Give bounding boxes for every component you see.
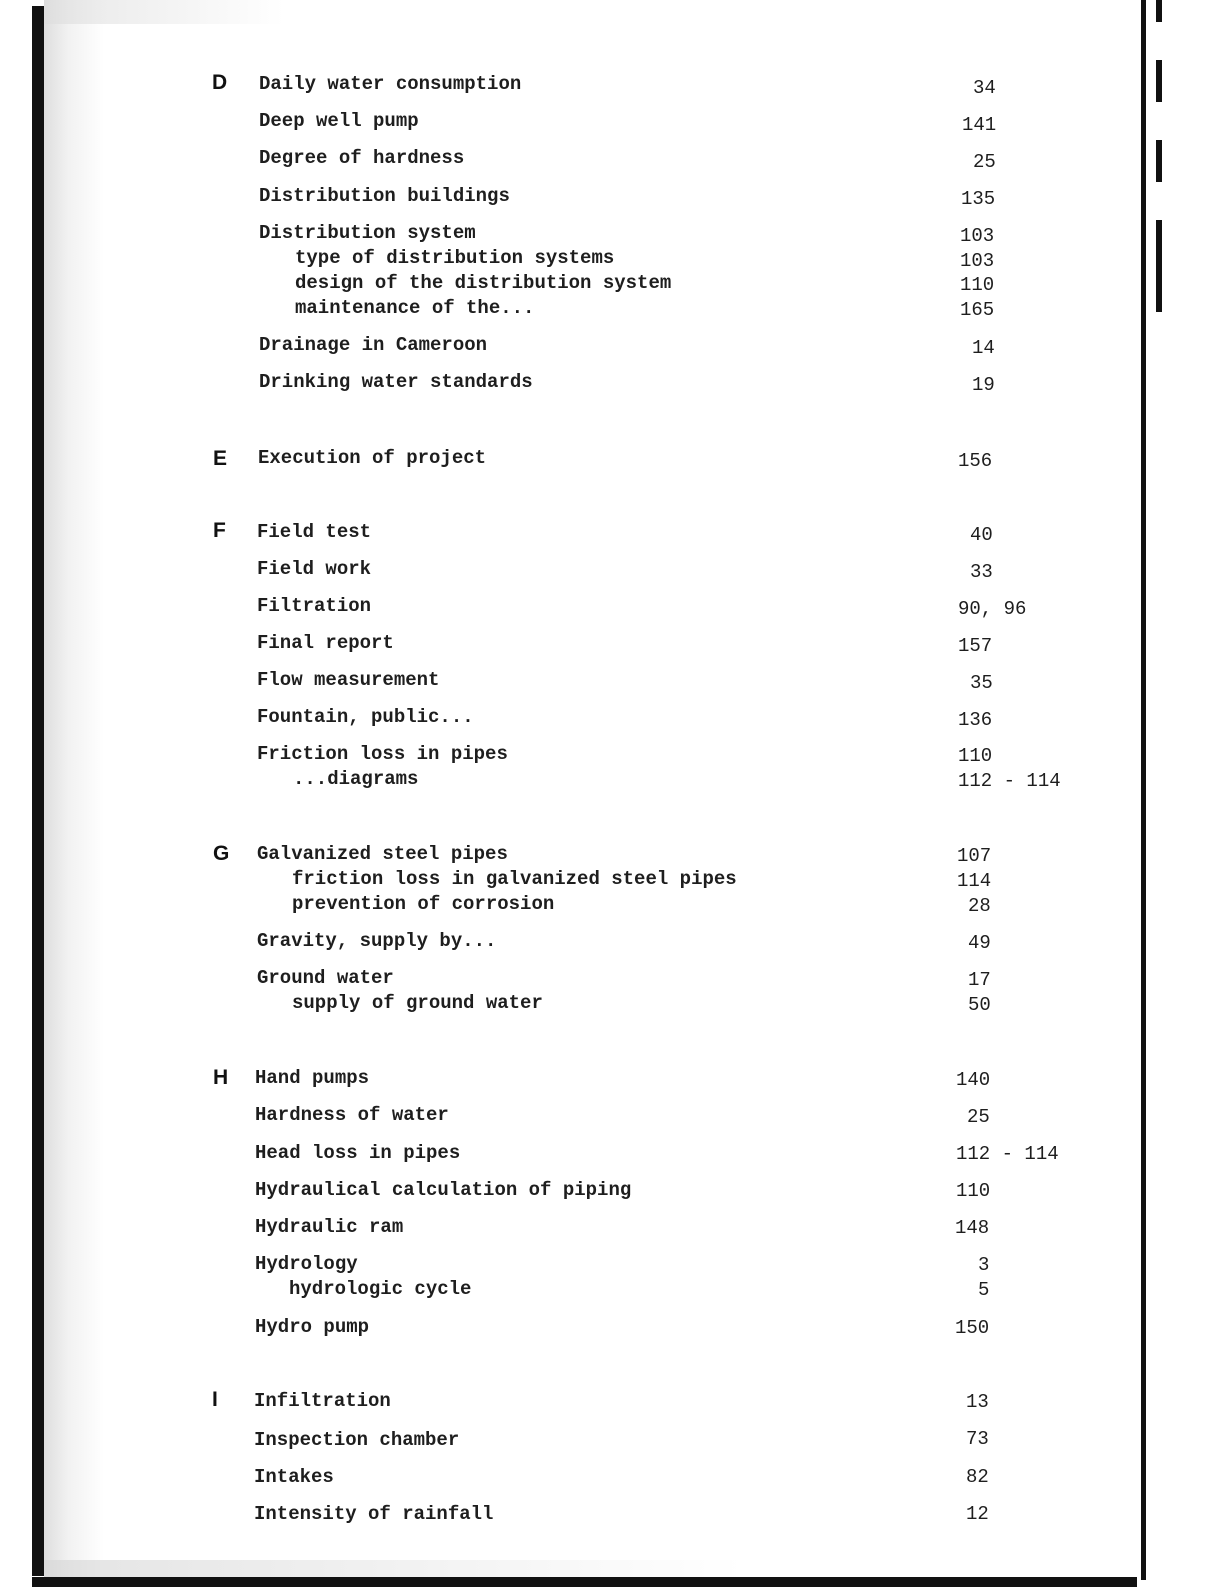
scan-mark-right [1156,220,1162,312]
scan-mark-right [1156,0,1162,22]
page-ref: 90, 96 [958,598,1027,620]
index-term: Degree of hardness [259,147,465,169]
scan-border-left [32,6,44,1576]
index-term: Hydraulical calculation of piping [255,1179,632,1201]
index-term: Field test [257,521,372,543]
page-ref: 35 [970,672,993,694]
index-term: Distribution system [259,222,476,244]
index-term: Hydraulic ram [255,1216,404,1238]
index-term: Intensity of rainfall [254,1503,494,1525]
page-ref: 103 [960,250,995,272]
index-term: Head loss in pipes [255,1142,461,1164]
index-subterm: supply of ground water [292,992,543,1014]
page-ref: 141 [962,114,997,136]
scan-border-bottom [32,1577,1137,1587]
index-subterm: type of distribution systems [295,247,615,269]
index-term: Hand pumps [255,1067,370,1089]
page-ref: 19 [972,374,995,396]
page-ref: 114 [957,870,992,892]
index-subterm: design of the distribution system [295,272,672,294]
page-ref: 110 [958,745,993,767]
page-ref: 49 [968,932,991,954]
index-term: Ground water [257,967,394,989]
index-subterm: friction loss in galvanized steel pipes [292,868,737,890]
page-ref: 150 [955,1317,990,1339]
page-ref: 28 [968,895,991,917]
section-letter: E [213,447,228,470]
page-ref: 135 [961,188,996,210]
page-ref: 140 [956,1069,991,1091]
page-ref: 25 [967,1106,990,1128]
index-term: Filtration [257,595,372,617]
page-ref: 110 [956,1180,991,1202]
index-term: Hydrology [255,1253,358,1275]
page-ref: 5 [978,1279,990,1301]
page-ref: 33 [970,561,993,583]
index-term: Galvanized steel pipes [257,843,508,865]
index-term: Hardness of water [255,1104,449,1126]
page-ref: 103 [960,225,995,247]
section-letter: I [212,1388,218,1411]
page-ref: 112 - 114 [956,1143,1059,1165]
index-term: Fountain, public... [257,706,474,728]
index-subterm: hydrologic cycle [289,1278,472,1300]
page-ref: 34 [973,77,996,99]
scan-mark-right [1156,140,1162,182]
index-term: Inspection chamber [254,1429,460,1451]
index-term: Execution of project [258,447,487,469]
page-ref: 112 - 114 [958,770,1061,792]
index-term: Drinking water standards [259,371,533,393]
page-ref: 165 [960,299,995,321]
index-term: Intakes [254,1466,334,1488]
page-ref: 12 [966,1503,989,1525]
index-subterm: prevention of corrosion [292,893,555,915]
page-ref: 40 [970,524,993,546]
index-term: Final report [257,632,394,654]
page-ref: 50 [968,994,991,1016]
scan-mark-right [1156,60,1162,102]
index-term: Flow measurement [257,669,440,691]
index-term: Infiltration [254,1390,391,1412]
scan-shadow-bottom [44,1560,744,1577]
page-ref: 136 [958,709,993,731]
page-ref: 3 [978,1254,990,1276]
page-ref: 110 [960,274,995,296]
section-letter: F [213,519,226,542]
index-term: Field work [257,558,372,580]
section-letter: G [213,842,230,865]
scan-shadow-left [44,0,104,1580]
page-ref: 157 [958,635,993,657]
index-term: Daily water consumption [259,73,522,95]
page-ref: 82 [966,1466,989,1488]
index-subterm: maintenance of the... [295,297,535,319]
page-ref: 14 [972,337,995,359]
index-term: Gravity, supply by... [257,930,497,952]
scan-border-right [1141,0,1146,1580]
index-term: Drainage in Cameroon [259,334,488,356]
index-term: Distribution buildings [259,185,510,207]
index-term: Friction loss in pipes [257,743,508,765]
page-ref: 17 [968,969,991,991]
index-term: Deep well pump [259,110,419,132]
page-ref: 25 [973,151,996,173]
page-ref: 156 [958,450,993,472]
section-letter: D [212,71,228,94]
index-subterm: ...diagrams [293,768,419,790]
index-term: Hydro pump [255,1316,370,1338]
section-letter: H [213,1066,229,1089]
page-ref: 13 [966,1391,989,1413]
scan-shadow-top [44,0,284,24]
page-ref: 107 [957,845,992,867]
page-ref: 73 [966,1428,989,1450]
page-ref: 148 [955,1217,990,1239]
